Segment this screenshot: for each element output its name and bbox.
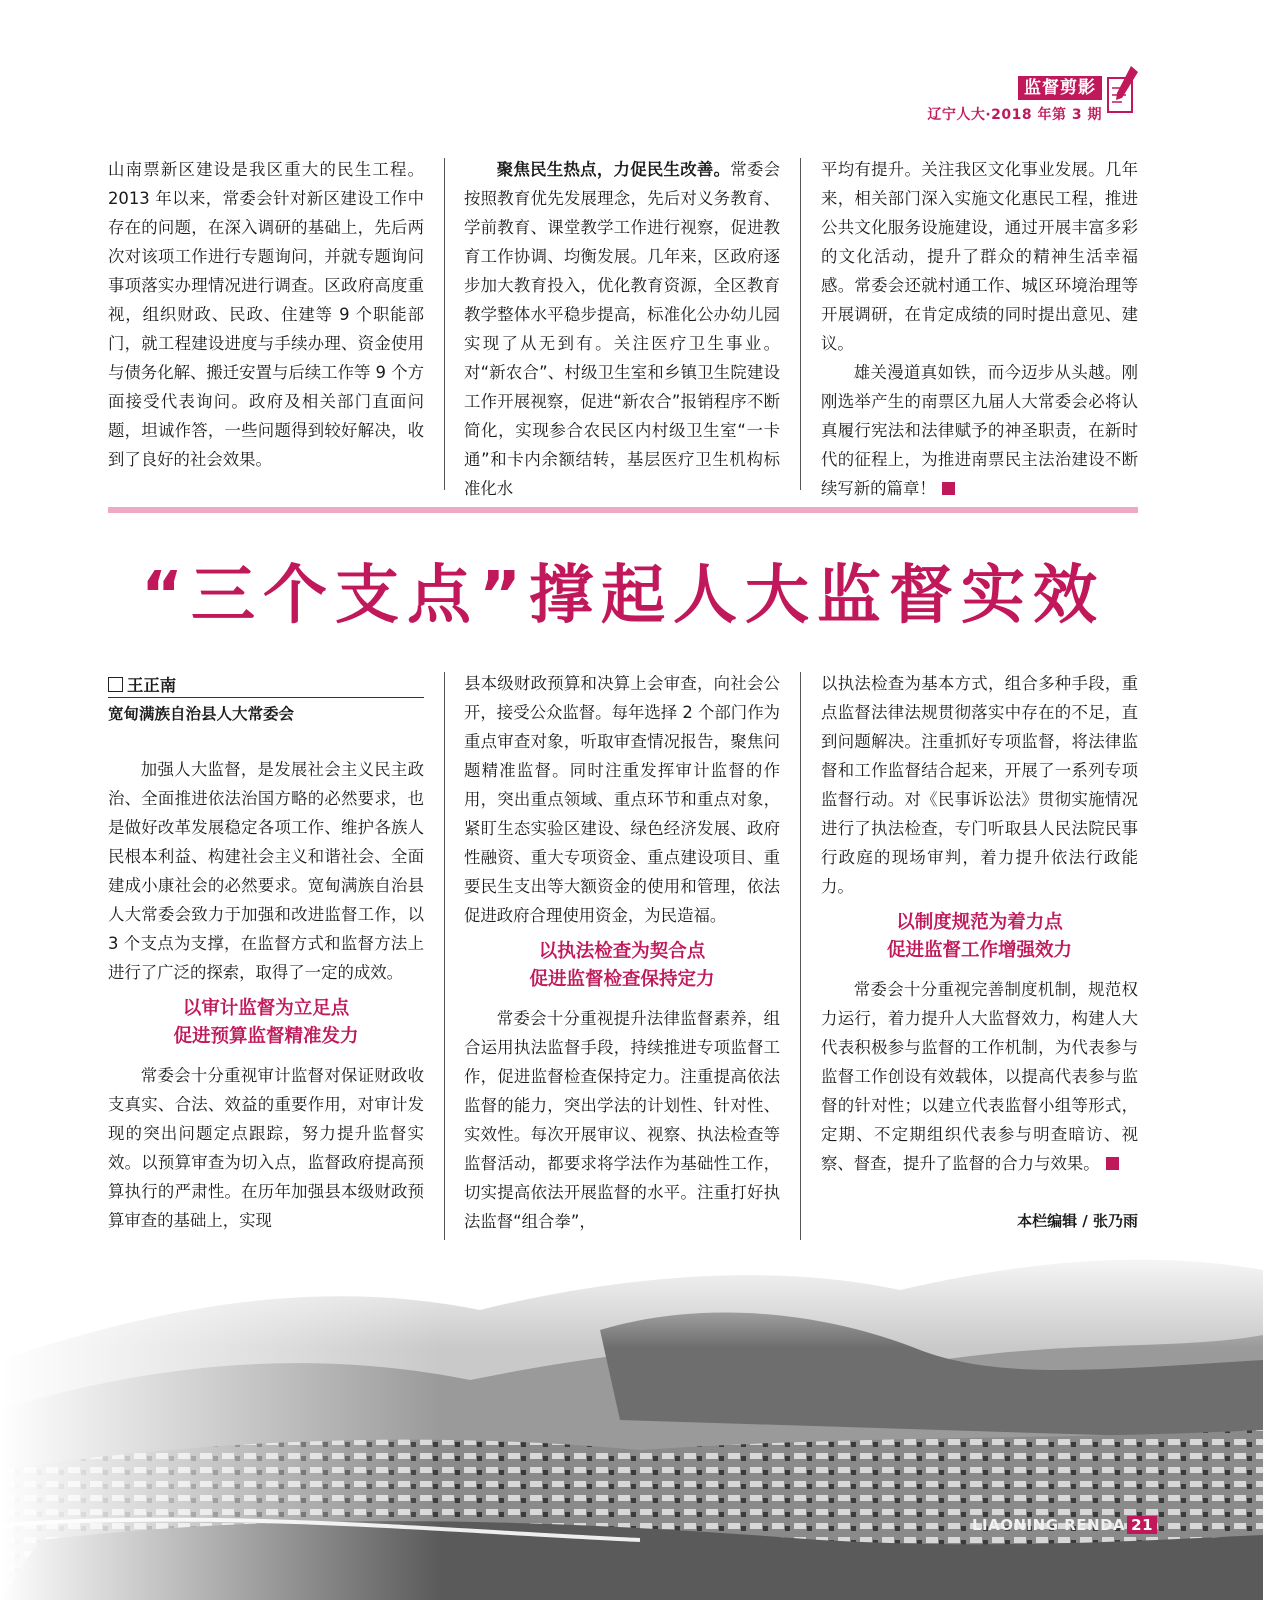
top-col-1 bbox=[108, 155, 424, 474]
column-divider bbox=[444, 672, 445, 1262]
subheading-line: 以执法检查为契合点 bbox=[538, 941, 706, 962]
page-footer bbox=[972, 1516, 1157, 1534]
paragraph-lead: 聚焦民生热点，力促民生改善。 bbox=[496, 160, 731, 179]
author-byline bbox=[108, 672, 176, 696]
subheading-line: 促进监督检查保持定力 bbox=[529, 969, 715, 990]
paragraph: 山南票新区建设是我区重大的民生工程。2013 年以来，常委会针对新区建设工作中存在的问题，在深入调研的基础上，先后两次对该项工作进行专题询问，并就专题询问事项落实办理情况进行调查。区政府高度重视，组织财政、民政、住建等 9 个职能部门，就工程建设进度与手续办理、资金使用与债务化解、搬迁安置与后续工作等 9 个方面接受代表询问。政府及相关部门直面问题，坦诚作答，一些问题得到较好解决，收到了良好的社会效果。 bbox=[108, 160, 424, 469]
paragraph: 以执法检查为基本方式，组合多种手段，重点监督法律法规贯彻落实中存在的不足，直到问题解决。注重抓好专项监督，将法律监督和工作监督结合起来，开展了一系列专项监督行动。对《民事诉讼法》贯彻实施情况进行了执法检查，专门听取县人民法院民事行政庭的现场审判，着力提升依法行政能力。 bbox=[821, 674, 1138, 896]
paragraph: 常委会十分重视审计监督对保证财政收支真实、合法、效益的重要作用，对审计发现的突出问题定点跟踪，努力提升监督实效。以预算审查为切入点，监督政府提高预算执行的严肃性。在历年加强县本级财政预算审查的基础上，实现 bbox=[108, 1066, 424, 1230]
paragraph: 县本级财政预算和决算上会审查，向社会公开，接受公众监督。每年选择 2 个部门作为重点审查对象，听取审查情况报告，聚焦问题精准监督。同时注重发挥审计监督的作用，突出重点领域、重点环节和重点对象，紧盯生态实验区建设、绿色经济发展、政府性融资、重大专项资金、重点建设项目、重要民生支出等大额资金的使用和管理，依法促进政府合理使用资金，为民造福。 bbox=[464, 674, 780, 925]
column-divider bbox=[444, 158, 445, 490]
top-col-3 bbox=[821, 155, 1138, 503]
author-org: 宽甸满族自治县人大常委会 bbox=[108, 705, 295, 723]
magazine-name: LIAONING RENDA bbox=[972, 1516, 1126, 1534]
section-tag: 监督剪影 bbox=[1018, 76, 1102, 100]
intro-paragraph: 加强人大监督，是发展社会主义民主政治、全面推进依法治国方略的必然要求，也是做好改革发展稳定各项工作、维护各族人民根本利益、构建社会主义和谐社会、全面建成小康社会的必然要求。宽甸满族自治县人大常委会致力于加强和改进监督工作，以 3 个支点为支撑，在监督方式和监督方法上进行了广泛的探索，取得了一定的成效。 bbox=[108, 760, 424, 982]
subheading-line: 以审计监督为立足点 bbox=[182, 998, 350, 1019]
end-mark-icon bbox=[1106, 1157, 1119, 1170]
byline-rule bbox=[108, 697, 424, 698]
column-divider bbox=[800, 158, 801, 490]
subheading-line: 促进监督工作增强效力 bbox=[886, 940, 1072, 961]
paragraph: 雄关漫道真如铁，而今迈步从头越。刚刚选举产生的南票区九届人大常委会必将认真履行宪法和法律赋予的神圣职责，在新时代的征程上，为推进南票民主法治建设不断续写新的篇章！ bbox=[821, 363, 1138, 498]
end-mark-icon bbox=[942, 482, 955, 495]
pencil-icon bbox=[1104, 64, 1140, 120]
author-name: 王正南 bbox=[127, 676, 177, 695]
paragraph: 常委会十分重视完善制度机制，规范权力运行，着力提升人大监督效力，构建人大代表积极参与监督的工作机制，为代表参与监督工作创设有效载体，以提高代表参与监督的针对性；以建立代表监督小组等形式，定期、不定期组织代表参与明查暗访、视察、督查，提升了监督的合力与效果。 bbox=[821, 980, 1138, 1173]
town-landscape-photo bbox=[0, 1240, 1263, 1600]
subheading-line: 促进预算监督精准发力 bbox=[173, 1026, 359, 1047]
article-col-1 bbox=[108, 755, 424, 1235]
subheading-2 bbox=[464, 938, 780, 994]
author-box-icon bbox=[108, 677, 123, 692]
subheading-1 bbox=[108, 995, 424, 1051]
article-title: “三个支点”撑起人大监督实效 bbox=[140, 559, 1106, 633]
editor-credit: 本栏编辑 / 张乃雨 bbox=[1017, 1212, 1138, 1230]
issue-line: 辽宁人大·2018 年第 3 期 bbox=[927, 107, 1102, 123]
subheading-line: 以制度规范为着力点 bbox=[896, 912, 1063, 933]
paragraph: 常委会十分重视提升法律监督素养，组合运用执法监督手段，持续推进专项监督工作，促进监督检查保持定力。注重提高依法监督的能力，突出学法的计划性、针对性、实效性。每次开展审议、视察、执法检查等监督活动，都要求将学法作为基础性工作，切实提高依法开展监督的水平。注重打好执法监督“组合拳”， bbox=[464, 1009, 780, 1231]
section-separator bbox=[108, 507, 1138, 513]
paragraph: 平均有提升。关注我区文化事业发展。几年来，相关部门深入实施文化惠民工程，推进公共文化服务设施建设，通过开展丰富多彩的文化活动，提升了群众的精神生活幸福感。常委会还就村通工作、城区环境治理等开展调研，在肯定成绩的同时提出意见、建议。 bbox=[821, 160, 1138, 353]
paragraph: 常委会按照教育优先发展理念，先后对义务教育、学前教育、课堂教学工作进行视察，促进教育工作协调、均衡发展。几年来，区政府逐步加大教育投入，优化教育资源，全区教育教学整体水平稳步提高，标准化公办幼儿园实现了从无到有。关注医疗卫生事业。对“新农合”、村级卫生室和乡镇卫生院建设工作开展视察，促进“新农合”报销程序不断简化，实现参合农民区内村级卫生室“一卡通”和卡内余额结转，基层医疗卫生机构标准化水 bbox=[464, 160, 781, 498]
article-col-2 bbox=[464, 669, 780, 1236]
article-col-3 bbox=[821, 669, 1138, 1178]
page-number: 21 bbox=[1127, 1516, 1157, 1534]
column-divider bbox=[800, 672, 801, 1262]
top-col-2 bbox=[464, 155, 780, 503]
subheading-3 bbox=[821, 909, 1138, 965]
